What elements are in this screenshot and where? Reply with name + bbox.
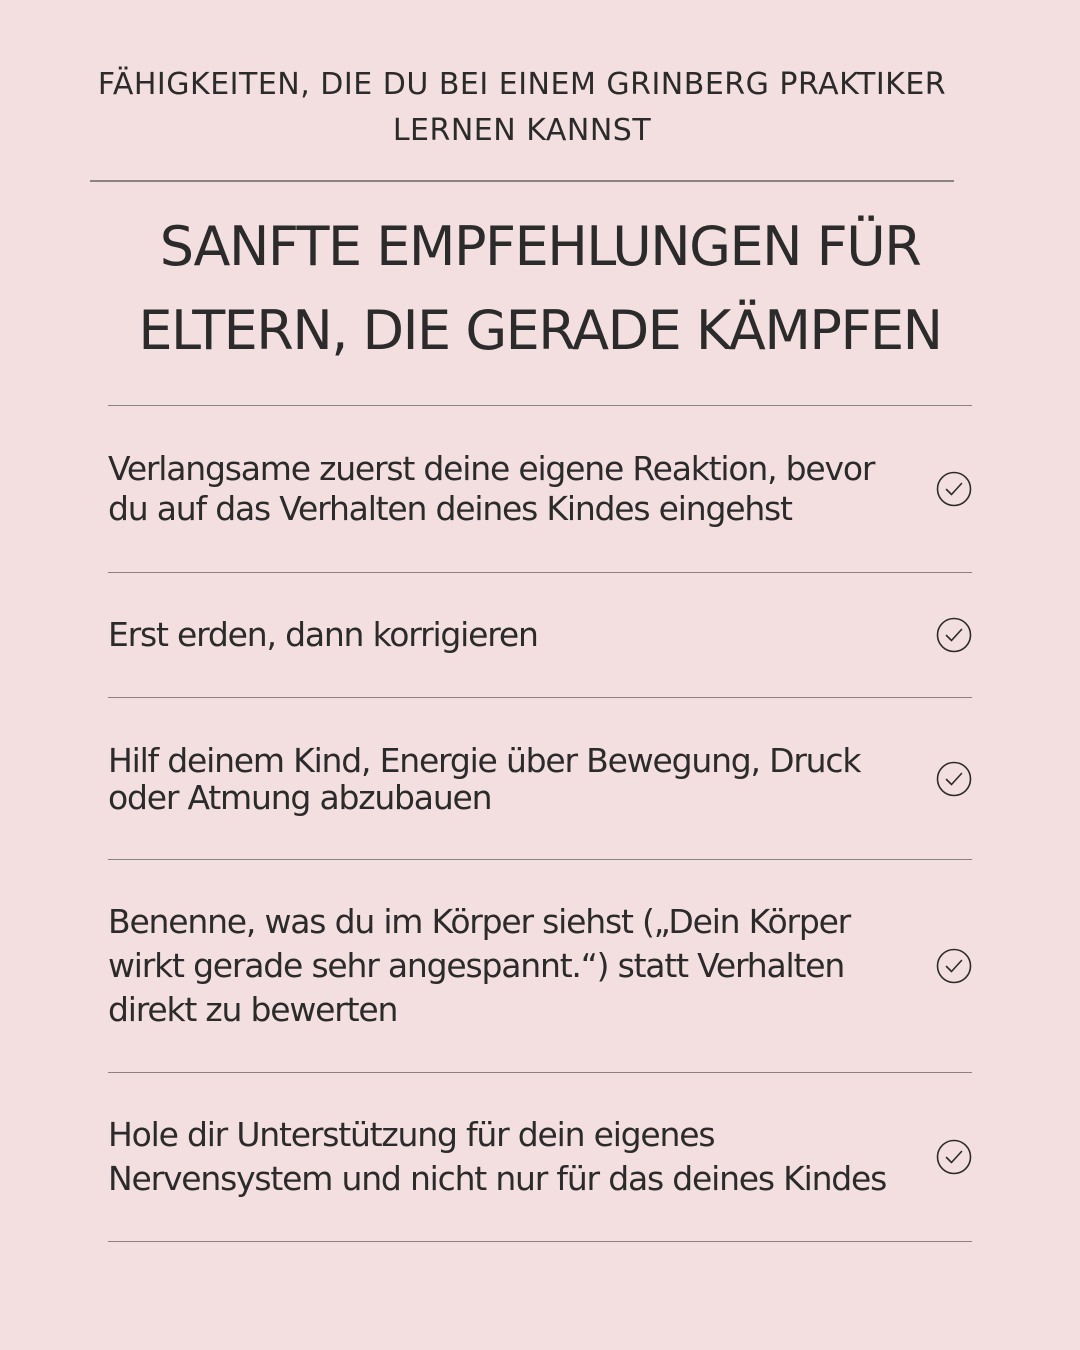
list-item-text: Benenne, was du im Körper siehst („Dein Körper wirkt gerade sehr angespannt.“) statt Verhalten direkt zu bewerten (108, 902, 851, 1029)
top-divider (90, 180, 954, 182)
subtitle: FÄHIGKEITEN, DIE DU BEI EINEM GRINBERG PRAKTIKER LERNEN KANNST (97, 67, 947, 148)
check-circle-icon (936, 471, 972, 507)
check-circle-icon (936, 948, 972, 984)
list-item (108, 405, 972, 572)
list-item-text: Hole dir Unterstützung für dein eigenes Nervensystem und nicht nur für das deines Kindes (108, 1115, 887, 1198)
list-item (108, 1072, 972, 1242)
list-item (108, 572, 972, 697)
list-item-text: Hilf deinem Kind, Energie über Bewegung, Druck oder Atmung abzubauen (108, 740, 861, 817)
check-circle-icon (936, 1139, 972, 1175)
list-item (108, 697, 972, 859)
list-item-text: Erst erden, dann korrigieren (108, 615, 538, 654)
list-item (108, 859, 972, 1072)
page-title: SANFTE EMPFEHLUNGEN FÜR ELTERN, DIE GERADE KÄMPFEN (138, 215, 942, 362)
check-circle-icon (936, 761, 972, 797)
check-circle-icon (936, 617, 972, 653)
list-item-text: Verlangsame zuerst deine eigene Reaktion, bevor du auf das Verhalten deines Kindes eingehst (108, 449, 875, 528)
